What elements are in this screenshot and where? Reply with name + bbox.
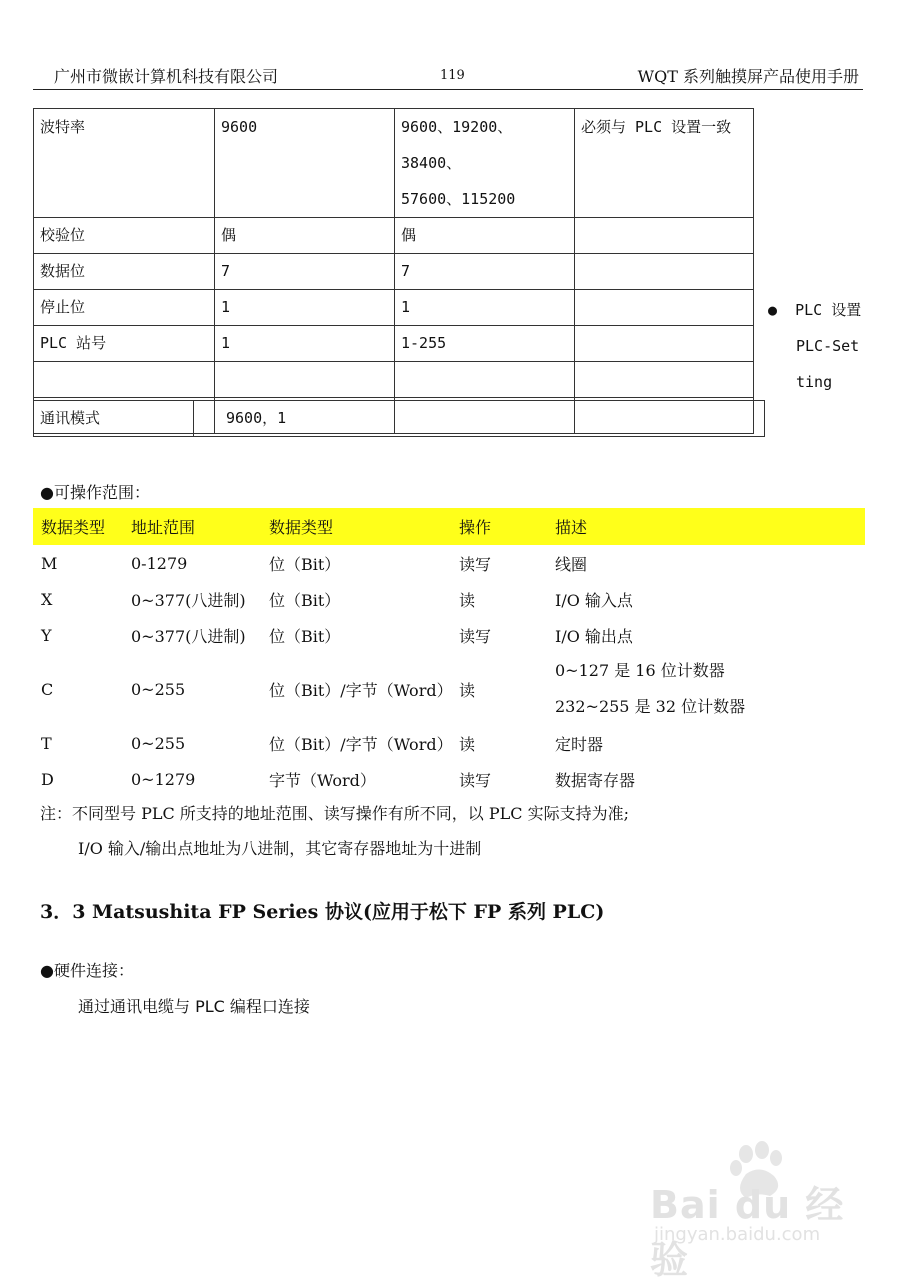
table-row bbox=[34, 401, 765, 437]
cell-default: 偶 bbox=[215, 218, 395, 254]
side-note-line3: ting bbox=[796, 373, 833, 391]
cell-op: 读写 bbox=[459, 770, 492, 790]
cell-op: 读 bbox=[459, 734, 476, 754]
table-row bbox=[33, 617, 865, 653]
table-row bbox=[33, 545, 865, 581]
cell-range: 偶 bbox=[395, 218, 575, 254]
col-header: 地址范围 bbox=[123, 508, 261, 545]
cell-type: X bbox=[41, 589, 53, 609]
col-header: 数据类型 bbox=[33, 508, 123, 545]
cell-empty bbox=[575, 362, 754, 398]
side-note bbox=[768, 292, 861, 400]
cell-remark bbox=[575, 218, 754, 254]
cell-range: 1-255 bbox=[395, 326, 575, 362]
table-row bbox=[34, 109, 754, 218]
table-row bbox=[34, 326, 754, 362]
baidu-watermark bbox=[650, 1140, 880, 1282]
table-row bbox=[33, 581, 865, 617]
cell-range: 0~255 bbox=[131, 733, 186, 753]
table-row bbox=[33, 761, 865, 797]
ops-section-label: ●可操作范围： bbox=[40, 483, 150, 502]
cell-empty bbox=[395, 362, 575, 398]
col-header: 操作 bbox=[451, 508, 547, 545]
col-header: 描述 bbox=[547, 508, 865, 545]
cell-op: 读 bbox=[459, 590, 476, 610]
cell-label: 校验位 bbox=[34, 218, 215, 254]
cell-empty bbox=[34, 362, 215, 398]
c-desc-line2: 232~255 是 32 位计数器 bbox=[555, 697, 746, 716]
cell-range: 0~1279 bbox=[131, 769, 196, 789]
cell-datatype: 位（Bit） bbox=[269, 626, 341, 646]
watermark-url: jingyan.baidu.com bbox=[654, 1224, 821, 1245]
cell-datatype: 字节（Word） bbox=[269, 770, 376, 790]
cell-default: 9600 bbox=[215, 109, 395, 218]
cell-range: 0~377(八进制) bbox=[131, 626, 246, 646]
side-note-line1: PLC 设置 bbox=[795, 301, 862, 319]
table-row bbox=[33, 653, 865, 725]
cell-label: PLC 站号 bbox=[34, 326, 215, 362]
cell-datatype: 位（Bit） bbox=[269, 590, 341, 610]
cell-op: 读 bbox=[459, 680, 476, 700]
cell-remark: 必须与 PLC 设置一致 bbox=[575, 109, 754, 218]
cell-type: M bbox=[41, 553, 58, 573]
cell-type: Y bbox=[41, 625, 52, 645]
note-line1: 注：不同型号 PLC 所支持的地址范围、读写操作有所不同，以 PLC 实际支持为准; bbox=[40, 804, 630, 823]
cell-default: 1 bbox=[215, 326, 395, 362]
cell-remark bbox=[575, 254, 754, 290]
table-row bbox=[33, 725, 865, 761]
hw-label: ●硬件连接： bbox=[40, 961, 134, 980]
cell-range: 7 bbox=[395, 254, 575, 290]
col-header: 数据类型 bbox=[261, 508, 451, 545]
c-desc-line1: 0~127 是 16 位计数器 bbox=[555, 661, 725, 680]
cell-desc: I/O 输出点 bbox=[555, 626, 633, 646]
cell-datatype: 位（Bit）/字节（Word） bbox=[269, 680, 453, 700]
cell-desc bbox=[547, 653, 865, 725]
cell-datatype: 位（Bit） bbox=[269, 554, 341, 574]
table-row bbox=[34, 290, 754, 326]
side-note-line2: PLC-Set bbox=[796, 337, 860, 355]
cell-remark bbox=[575, 326, 754, 362]
cell-type: D bbox=[41, 769, 54, 789]
cell-desc: 定时器 bbox=[555, 734, 604, 754]
table-row bbox=[34, 254, 754, 290]
note-line2: I/O 输入/输出点地址为八进制，其它寄存器地址为十进制 bbox=[78, 839, 482, 858]
comm-mode-label: 通讯模式 bbox=[34, 401, 194, 437]
baud-options-line2: 57600、115200 bbox=[401, 190, 516, 208]
cell-type: T bbox=[41, 733, 52, 753]
table-row bbox=[34, 218, 754, 254]
cell-label: 波特率 bbox=[34, 109, 215, 218]
header-manual-title: WQT 系列触摸屏产品使用手册 bbox=[637, 67, 859, 86]
cell-default: 7 bbox=[215, 254, 395, 290]
cell-label: 停止位 bbox=[34, 290, 215, 326]
ops-table bbox=[33, 508, 865, 797]
watermark-brand: Bai du 经验 bbox=[650, 1183, 845, 1282]
cell-range bbox=[395, 109, 575, 218]
baud-options-line1: 9600、19200、38400、 bbox=[401, 118, 513, 172]
cell-empty bbox=[215, 362, 395, 398]
cell-datatype: 位（Bit）/字节（Word） bbox=[269, 734, 453, 754]
cell-op: 读写 bbox=[459, 626, 492, 646]
cell-range: 0-1279 bbox=[131, 553, 188, 573]
config-table bbox=[33, 108, 754, 434]
section-heading: 3．3 Matsushita FP Series 协议(应用于松下 FP 系列 PLC) bbox=[40, 901, 605, 923]
cell-default: 1 bbox=[215, 290, 395, 326]
cell-range: 0~377(八进制) bbox=[131, 590, 246, 610]
header-company: 广州市微嵌计算机科技有限公司 bbox=[54, 67, 279, 86]
header-rule bbox=[33, 89, 863, 90]
comm-mode-table bbox=[33, 400, 765, 437]
bullet-icon: ● bbox=[768, 301, 778, 319]
comm-mode-value: 9600，1 bbox=[194, 401, 765, 437]
page-number: 119 bbox=[440, 68, 465, 83]
cell-range: 1 bbox=[395, 290, 575, 326]
cell-desc: I/O 输入点 bbox=[555, 590, 633, 610]
cell-remark bbox=[575, 290, 754, 326]
table-row bbox=[34, 362, 754, 398]
cell-desc: 数据寄存器 bbox=[555, 770, 636, 790]
cell-op: 读写 bbox=[459, 554, 492, 574]
cell-label: 数据位 bbox=[34, 254, 215, 290]
cell-desc: 线圈 bbox=[555, 554, 588, 574]
cell-range: 0~255 bbox=[131, 679, 186, 699]
hw-text: 通过通讯电缆与 PLC 编程口连接 bbox=[78, 997, 310, 1016]
cell-type: C bbox=[41, 679, 54, 699]
ops-header-row bbox=[33, 508, 865, 545]
